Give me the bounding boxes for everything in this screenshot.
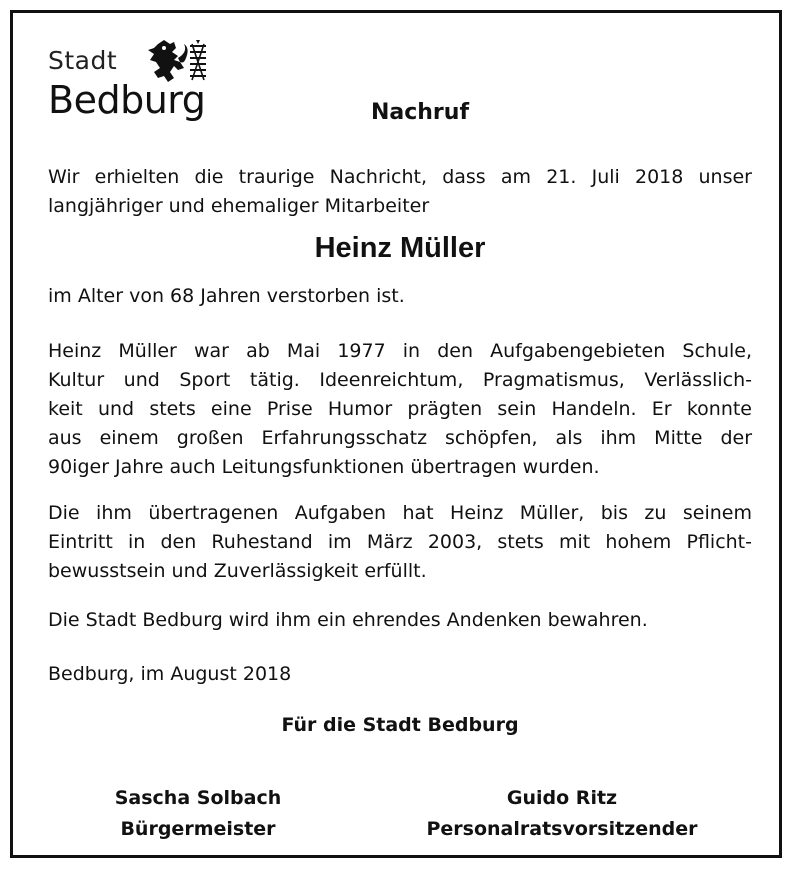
signatory-name: Sascha Solbach — [114, 787, 282, 809]
paragraph-line: keit und stets eine Prise Humor prägten sein Handeln. Er konnte — [48, 398, 752, 420]
place-date-text — [48, 660, 752, 689]
memorial-text — [48, 606, 752, 635]
paragraph-duties — [48, 499, 752, 586]
signatory-role: Personalratsvorsitzender — [426, 818, 698, 840]
logo-stadt-text: Stadt — [48, 46, 118, 75]
obituary-heading: Nachruf — [370, 100, 470, 125]
logo-bedburg-text: Bedburg — [48, 78, 206, 122]
paragraph-line: Kultur und Sport tätig. Ideenreichtum, Pragmatismus, Verlässlich- — [48, 369, 752, 391]
memorial-line: Die Stadt Bedburg wird ihm ein ehrendes Andenken bewahren. — [48, 609, 648, 631]
signatory-right — [392, 783, 732, 845]
age-text — [48, 282, 752, 311]
intro-line-2: langjähriger und ehemaliger Mitarbeiter — [48, 195, 430, 217]
lion-crest-icon — [144, 38, 210, 84]
signatory-role: Bürgermeister — [120, 818, 276, 840]
signature-heading: Für die Stadt Bedburg — [281, 714, 519, 736]
paragraph-career — [48, 337, 752, 482]
paragraph-line: Heinz Müller war ab Mai 1977 in den Aufgabengebieten Schule, — [48, 340, 752, 362]
signatory-left — [28, 783, 368, 845]
paragraph-line: Eintritt in den Ruhestand im März 2003, stets mit hohem Pflicht- — [48, 531, 752, 553]
place-date: Bedburg, im August 2018 — [48, 663, 292, 685]
intro-text — [48, 163, 752, 221]
paragraph-line: Die ihm übertragenen Aufgaben hat Heinz Müller, bis zu seinem — [48, 502, 752, 524]
signatory-name: Guido Ritz — [506, 787, 618, 809]
paragraph-line: 90iger Jahre auch Leitungsfunktionen übertragen wurden. — [48, 456, 600, 478]
paragraph-line: aus einem großen Erfahrungsschatz schöpfen, als ihm Mitte der — [48, 427, 752, 449]
paragraph-line: bewusstsein und Zuverlässigkeit erfüllt. — [48, 560, 427, 582]
deceased-name: Heinz Müller — [314, 232, 486, 264]
intro-line-1: Wir erhielten die traurige Nachricht, dass am 21. Juli 2018 unser — [48, 166, 752, 188]
age-line: im Alter von 68 Jahren verstorben ist. — [48, 285, 405, 307]
